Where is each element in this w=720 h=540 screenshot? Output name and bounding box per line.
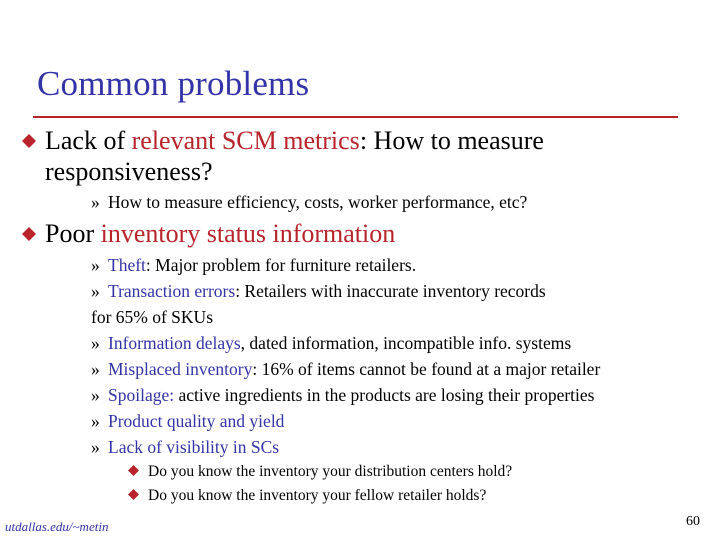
- bullet-2-line: [45, 218, 395, 249]
- sub-marker: »: [91, 281, 100, 301]
- title-underline: [33, 116, 678, 118]
- sub-term: Lack of visibility in SCs: [108, 437, 280, 457]
- bullet-2-highlight: inventory status information: [100, 219, 396, 248]
- diamond-bullet-icon: [22, 227, 36, 241]
- sub-item-lack-of-visibility: [91, 434, 279, 460]
- sub-item-theft: [91, 252, 416, 278]
- level-3-text: Do you know the inventory your fellow retailer holds?: [148, 487, 487, 504]
- sub-marker: »: [91, 192, 100, 212]
- sub-text: : Retailers with inaccurate inventory records: [235, 281, 546, 301]
- bullet-1-sub-item: [91, 189, 527, 215]
- sub-marker: »: [91, 333, 100, 353]
- bullet-1-text: Lack of: [45, 126, 132, 155]
- sub-marker: »: [91, 411, 100, 431]
- sub-item-product-quality: [91, 408, 284, 434]
- diamond-bullet-icon: [128, 465, 139, 476]
- sub-item-misplaced-inventory: [91, 356, 600, 382]
- sub-marker: »: [91, 437, 100, 457]
- bullet-2-text: Poor: [45, 219, 101, 248]
- bullet-1-text-end: : How to measure: [359, 126, 544, 155]
- bullet-1-line-1: [45, 125, 544, 156]
- sub-item-continuation: for 65% of SKUs: [91, 307, 214, 327]
- sub-text: : Major problem for furniture retailers.: [145, 255, 417, 275]
- level-3-item: [128, 484, 486, 507]
- bullet-1-sub-text: How to measure efficiency, costs, worker performance, etc?: [108, 192, 528, 212]
- diamond-bullet-icon: [128, 489, 139, 500]
- sub-marker: »: [91, 359, 100, 379]
- bullet-1-line-2: responsiveness?: [45, 157, 213, 186]
- bullet-1-highlight: relevant SCM metrics: [131, 126, 360, 155]
- sub-text: : 16% of items cannot be found at a major retailer: [252, 359, 601, 379]
- sub-marker: »: [91, 255, 100, 275]
- sub-item-spoilage: [91, 382, 594, 408]
- sub-term: Information delays: [108, 333, 241, 353]
- sub-term: Spoilage:: [108, 385, 175, 405]
- sub-term: Transaction errors: [108, 281, 236, 301]
- page-number: 60: [686, 514, 700, 529]
- diamond-bullet-icon: [22, 134, 36, 148]
- sub-text: , dated information, incompatible info. systems: [240, 333, 572, 353]
- sub-item-information-delays: [91, 330, 571, 356]
- sub-text: active ingredients in the products are losing their properties: [174, 385, 595, 405]
- sub-term: Misplaced inventory: [108, 359, 253, 379]
- footer-url: utdallas.edu/~metin: [5, 519, 109, 534]
- sub-item-transaction-errors: [91, 278, 546, 304]
- sub-marker: »: [91, 385, 100, 405]
- sub-term: Theft: [108, 255, 146, 275]
- slide-title: Common problems: [37, 64, 310, 103]
- level-3-text: Do you know the inventory your distribution centers hold?: [148, 463, 513, 480]
- level-3-item: [128, 460, 512, 483]
- sub-term: Product quality and yield: [108, 411, 285, 431]
